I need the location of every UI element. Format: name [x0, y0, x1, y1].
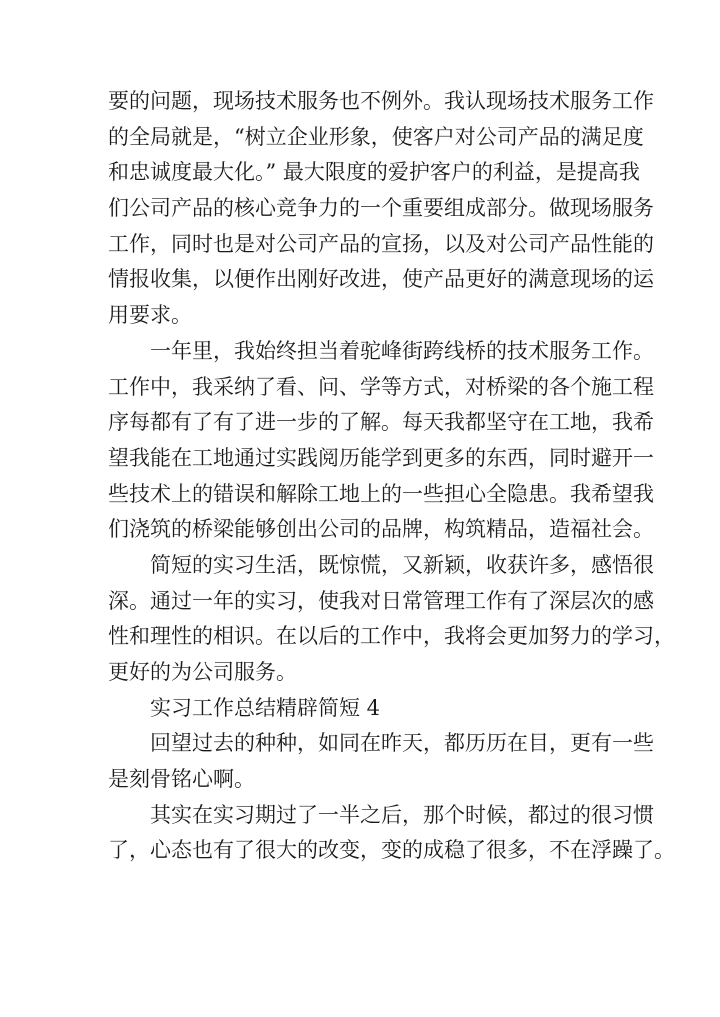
text-line: 性和理性的相识。在以后的工作中，我将会更加努力的学习， — [108, 624, 675, 649]
text-line: 和忠诚度最大化。” 最大限度的爱护客户的利益，是提高我 — [108, 160, 640, 185]
text-line: 们浇筑的桥梁能够创出公司的品牌，构筑精品，造福社会。 — [108, 517, 654, 542]
text-line: 望我能在工地通过实践阅历能学到更多的东西，同时避开一 — [108, 445, 654, 470]
document-body — [108, 84, 675, 869]
text-line: 深。通过一年的实习，使我对日常管理工作有了深层次的感 — [108, 588, 654, 613]
text-line: 情报收集，以便作出刚好改进，使产品更好的满意现场的运 — [108, 267, 654, 292]
text-line: 回望过去的种种，如同在昨天，都历历在目，更有一些 — [150, 731, 654, 756]
text-line: 工作中，我采纳了看、问、学等方式，对桥梁的各个施工程 — [108, 374, 654, 399]
text-line: 工作，同时也是对公司产品的宣扬，以及对公司产品性能的 — [108, 231, 654, 256]
text-line: 是刻骨铭心啊。 — [108, 767, 255, 792]
text-line: 要的问题，现场技术服务也不例外。我认现场技术服务工作 — [108, 89, 654, 113]
text-line: 们公司产品的核心竞争力的一个重要组成部分。做现场服务 — [108, 196, 654, 221]
text-line: 一年里，我始终担当着驼峰街跨线桥的技术服务工作。 — [150, 338, 654, 363]
text-line: 用要求。 — [108, 303, 192, 328]
text-line: 简短的实习生活，既惊慌，又新颖，收获许多，感悟很 — [150, 552, 654, 577]
text-line: 其实在实习期过了一半之后，那个时候，都过的很习惯 — [150, 802, 654, 827]
text-line: 些技术上的错误和解除工地上的一些担心全隐患。我希望我 — [108, 481, 654, 506]
section-heading: 实习工作总结精辟简短 4 — [150, 695, 381, 720]
text-line: 更好的为公司服务。 — [108, 660, 297, 684]
text-line: 了，心态也有了很大的改变，变的成稳了很多，不在浮躁了。 — [108, 838, 675, 863]
text-line: 序每都有了有了进一步的了解。每天我都坚守在工地，我希 — [108, 410, 654, 435]
text-line: 的全局就是，“树立企业形象，使客户对公司产品的满足度 — [108, 124, 644, 149]
